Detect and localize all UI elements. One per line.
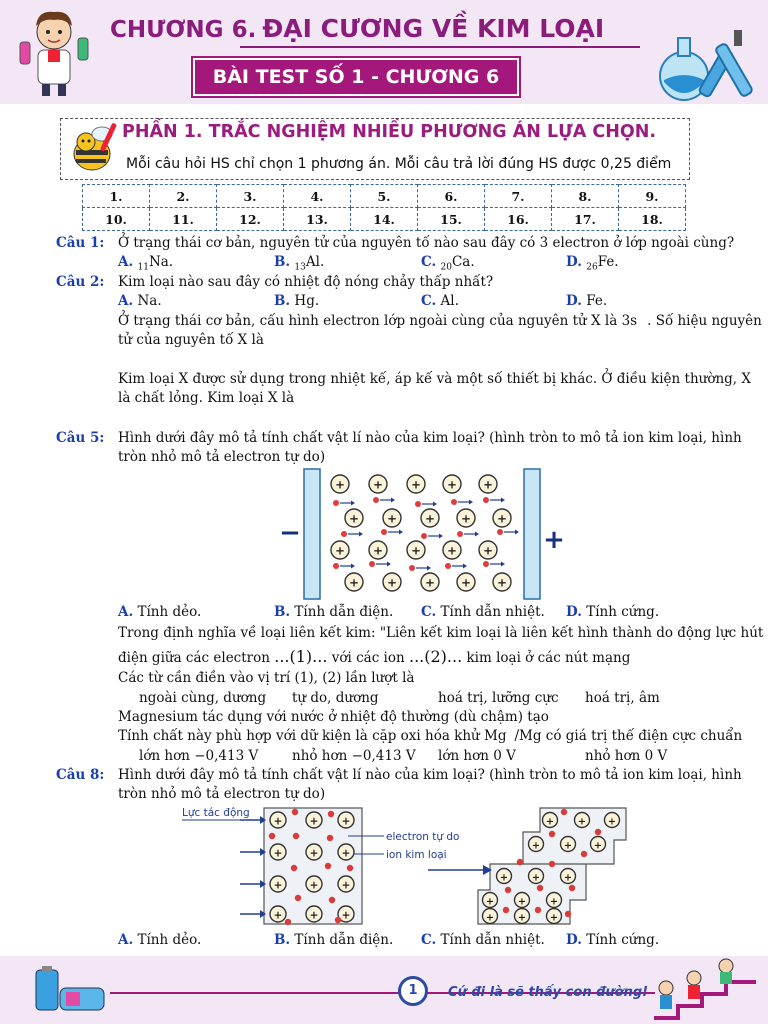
question-2-label: Câu 2: xyxy=(56,274,105,290)
ion-charge: + xyxy=(349,575,359,590)
question-2-text: Kim loại nào sau đây có nhiệt độ nóng chảy thấp nhất? xyxy=(118,274,494,290)
free-electron xyxy=(335,917,341,923)
free-electron xyxy=(285,919,291,925)
electron-arrow-head xyxy=(359,532,363,537)
question-7-line: Tính chất này phù hợp với dữ kiện là cặp oxi hóa khử Mg /Mg có giá trị thế điện cực chuẩn xyxy=(118,728,743,744)
answer-cell[interactable]: 4. xyxy=(284,185,351,208)
ion-charge: + xyxy=(309,879,319,892)
page-number: 1 xyxy=(398,976,428,1006)
answer-cell[interactable]: 5. xyxy=(351,185,418,208)
electron-arrow-head xyxy=(387,562,391,567)
ion-charge: + xyxy=(563,840,573,852)
ion-charge: + xyxy=(499,872,509,884)
question-1-option-b[interactable]: B. $_{13}$Al. xyxy=(274,254,325,273)
answer-cell[interactable]: 17. xyxy=(552,208,619,231)
ion-charge: + xyxy=(549,912,559,924)
free-electron xyxy=(347,865,353,871)
question-2-option-d[interactable]: D. Fe. xyxy=(566,293,608,309)
question-7-option[interactable]: nhỏ hơn 0 V xyxy=(585,748,668,764)
scientist-mascot-icon xyxy=(8,6,100,100)
answer-cell[interactable]: 11. xyxy=(150,208,217,231)
free-electron xyxy=(565,911,571,917)
ion-charge: + xyxy=(549,896,559,908)
question-1-option-d[interactable]: D. $_{26}$Fe. xyxy=(566,254,619,273)
free-electron xyxy=(581,851,587,857)
electron-arrow-head xyxy=(433,502,437,507)
ion-charge: + xyxy=(411,543,421,558)
ion-charge: + xyxy=(497,511,507,526)
question-2-option-c[interactable]: C. Al. xyxy=(421,293,459,309)
free-electron xyxy=(409,565,415,571)
answer-cell[interactable]: 12. xyxy=(217,208,284,231)
bee-mascot-icon xyxy=(62,120,120,178)
answer-cell[interactable]: 9. xyxy=(619,185,686,208)
ion-charge: + xyxy=(531,872,541,884)
electron-arrow-head xyxy=(351,564,355,569)
ion-charge: + xyxy=(447,543,457,558)
free-electron xyxy=(292,809,298,815)
ion-charge: + xyxy=(497,575,507,590)
question-3-line: Ở trạng thái cơ bản, cấu hình electron lớp ngoài cùng của nguyên tử X là 3s . Số hiệu nguyên xyxy=(118,313,762,329)
free-electron xyxy=(569,885,575,891)
question-6-line: Trong định nghĩa về loại liên kết kim: "Liên kết kim loại là liên kết hình thành do động lực hút xyxy=(118,625,764,641)
ion-charge: + xyxy=(373,543,383,558)
answer-cell[interactable]: 1. xyxy=(83,185,150,208)
answer-cell[interactable]: 8. xyxy=(552,185,619,208)
ion-charge: + xyxy=(309,815,319,828)
question-5-option-b[interactable]: B. Tính dẫn điện. xyxy=(274,604,394,620)
question-6-line: điện giữa các electron ...(1)... với các ion ...(2)... kim loại ở các nút mạng xyxy=(118,647,631,666)
free-electron xyxy=(329,897,335,903)
answer-grid-row xyxy=(83,185,686,208)
electron-arrow-head xyxy=(399,530,403,535)
free-electron xyxy=(341,531,347,537)
answer-grid-row xyxy=(83,208,686,231)
question-7-option[interactable]: lớn hơn 0 V xyxy=(438,748,516,764)
question-7-option[interactable]: lớn hơn −0,413 V xyxy=(139,748,259,764)
free-electron xyxy=(483,561,489,567)
ion-charge: + xyxy=(341,847,351,860)
free-electron xyxy=(291,865,297,871)
answer-cell[interactable]: 10. xyxy=(83,208,150,231)
free-electron xyxy=(415,501,421,507)
ion-charge: + xyxy=(411,477,421,492)
electron-arrow-head xyxy=(439,534,443,539)
ion-charge: + xyxy=(461,575,471,590)
electron-arrow-head xyxy=(469,500,473,505)
question-5-line: tròn nhỏ mô tả electron tự do) xyxy=(118,449,326,465)
free-electron xyxy=(457,531,463,537)
free-electron xyxy=(373,497,379,503)
free-electron xyxy=(549,861,555,867)
ion-charge: + xyxy=(517,896,527,908)
free-electron xyxy=(505,887,511,893)
question-6-option[interactable]: hoá trị, lưỡng cực xyxy=(438,690,559,706)
ion-charge: + xyxy=(273,879,283,892)
free-electron xyxy=(517,859,523,865)
question-8-option-a[interactable]: A. Tính dẻo. xyxy=(118,932,202,948)
answer-cell[interactable]: 3. xyxy=(217,185,284,208)
ion-charge: + xyxy=(373,477,383,492)
ion-charge: + xyxy=(485,896,495,908)
answer-cell[interactable]: 15. xyxy=(418,208,485,231)
malleability-figure xyxy=(178,802,648,930)
question-6-option[interactable]: ngoài cùng, dương xyxy=(139,690,267,706)
ion-charge: + xyxy=(593,840,603,852)
answer-grid xyxy=(82,184,686,231)
question-5-option-d[interactable]: D. Tính cứng. xyxy=(566,604,660,620)
free-electron xyxy=(483,497,489,503)
question-4-line: Kim loại X được sử dụng trong nhiệt kế, áp kế và một số thiết bị khác. Ở điều kiện thường, X xyxy=(118,371,751,387)
free-electron xyxy=(503,907,509,913)
question-5-label: Câu 5: xyxy=(56,430,105,446)
question-1-option-c[interactable]: C. $_{20}$Ca. xyxy=(421,254,475,273)
ion-charge: + xyxy=(483,543,493,558)
ion-charge: + xyxy=(425,511,435,526)
electron-label: electron tự do xyxy=(386,831,460,843)
part1-subtitle: Mỗi câu hỏi HS chỉ chọn 1 phương án. Mỗi câu trả lời đúng HS được 0,25 điểm xyxy=(126,156,672,172)
free-electron xyxy=(333,500,339,506)
test-title-banner: BÀI TEST SỐ 1 - CHƯƠNG 6 xyxy=(193,58,519,96)
ion-charge: + xyxy=(309,847,319,860)
answer-cell[interactable]: 2. xyxy=(150,185,217,208)
plus-sign: + xyxy=(543,525,565,555)
question-8-option-c[interactable]: C. Tính dẫn nhiệt. xyxy=(421,932,545,948)
ion-charge: + xyxy=(309,909,319,922)
ion-charge: + xyxy=(425,575,435,590)
question-8-label: Câu 8: xyxy=(56,767,105,783)
free-electron xyxy=(269,833,275,839)
question-1-label: Câu 1: xyxy=(56,235,105,251)
ion-charge: + xyxy=(563,872,573,884)
footer-motto: Cứ đi là sẽ thấy con đường! xyxy=(448,985,649,1000)
free-electron xyxy=(333,563,339,569)
ion-charge: + xyxy=(545,816,555,828)
ion-charge: + xyxy=(577,816,587,828)
question-6-option[interactable]: hoá trị, âm xyxy=(585,690,660,706)
question-3-line: tử của nguyên tố X là xyxy=(118,332,264,348)
answer-cell[interactable]: 7. xyxy=(485,185,552,208)
lab-flask-icon xyxy=(650,30,760,102)
electron-arrow-head xyxy=(391,498,395,503)
electron-arrow-head xyxy=(351,501,355,506)
ion-charge: + xyxy=(485,912,495,924)
ion-label: ion kim loại xyxy=(386,849,447,861)
battery-icon xyxy=(30,962,110,1018)
question-5-option-c[interactable]: C. Tính dẫn nhiệt. xyxy=(421,604,545,620)
chapter-label: CHƯƠNG 6. xyxy=(110,17,257,43)
ion-charge: + xyxy=(483,477,493,492)
ion-charge: + xyxy=(273,847,283,860)
answer-cell[interactable]: 18. xyxy=(619,208,686,231)
part1-title: PHẦN 1. TRẮC NGHIỆM NHIỀU PHƯƠNG ÁN LỰA CHỌN. xyxy=(122,122,657,142)
ion-charge: + xyxy=(273,815,283,828)
ion-charge: + xyxy=(387,511,397,526)
conductivity-figure xyxy=(276,466,576,604)
free-electron xyxy=(295,895,301,901)
ion-charge: + xyxy=(273,909,283,922)
free-electron xyxy=(537,885,543,891)
question-1-option-a[interactable]: A. $_{11}$Na. xyxy=(118,254,174,273)
chapter-title: ĐẠI CƯƠNG VỀ KIM LOẠI xyxy=(262,14,605,43)
ion-charge: + xyxy=(447,477,457,492)
free-electron xyxy=(327,835,333,841)
question-8-line: tròn nhỏ mô tả electron tự do) xyxy=(118,786,326,802)
question-6-line: Các từ cần điền vào vị trí (1), (2) lần lượt là xyxy=(118,670,415,686)
electron-arrow-head xyxy=(427,566,431,571)
free-electron xyxy=(549,831,555,837)
ion-charge: + xyxy=(335,477,345,492)
ion-charge: + xyxy=(341,909,351,922)
ion-charge: + xyxy=(461,511,471,526)
question-6-option[interactable]: tự do, dương xyxy=(292,690,379,706)
force-label: Lực tác động xyxy=(182,807,250,819)
electron-arrow-head xyxy=(475,532,479,537)
free-electron xyxy=(369,561,375,567)
positive-electrode xyxy=(524,469,540,599)
kids-climbing-icon xyxy=(648,958,763,1020)
question-2-option-a[interactable]: A. Na. xyxy=(118,293,162,309)
ion-charge: + xyxy=(387,575,397,590)
electron-arrow-head xyxy=(463,564,467,569)
free-electron xyxy=(497,529,503,535)
ion-charge: + xyxy=(517,912,527,924)
answer-cell[interactable]: 14. xyxy=(351,208,418,231)
answer-cell[interactable]: 13. xyxy=(284,208,351,231)
electron-arrow-head xyxy=(501,562,505,567)
free-electron xyxy=(293,833,299,839)
question-8-line: Hình dưới đây mô tả tính chất vật lí nào của kim loại? (hình tròn to mô tả ion kim loại, hình xyxy=(118,767,742,783)
free-electron xyxy=(421,533,427,539)
question-1-text: Ở trạng thái cơ bản, nguyên tử của nguyên tố nào sau đây có 3 electron ở lớp ngoài cùng? xyxy=(118,235,735,251)
answer-cell[interactable]: 16. xyxy=(485,208,552,231)
question-5-option-a[interactable]: A. Tính dẻo. xyxy=(118,604,202,620)
free-electron xyxy=(445,563,451,569)
free-electron xyxy=(328,811,334,817)
free-electron xyxy=(381,529,387,535)
negative-electrode xyxy=(304,469,320,599)
question-8-option-b[interactable]: B. Tính dẫn điện. xyxy=(274,932,394,948)
ion-charge: + xyxy=(531,840,541,852)
free-electron xyxy=(325,863,331,869)
ion-charge: + xyxy=(335,543,345,558)
question-5-line: Hình dưới đây mô tả tính chất vật lí nào của kim loại? (hình tròn to mô tả ion kim loại, hình xyxy=(118,430,742,446)
electron-arrow-head xyxy=(515,530,519,535)
minus-sign: − xyxy=(279,518,301,548)
free-electron xyxy=(451,499,457,505)
answer-cell[interactable]: 6. xyxy=(418,185,485,208)
ion-charge: + xyxy=(341,815,351,828)
chapter-heading xyxy=(110,14,604,43)
ion-charge: + xyxy=(349,511,359,526)
free-electron xyxy=(535,907,541,913)
header-divider xyxy=(240,46,640,48)
ion-charge: + xyxy=(607,816,617,828)
question-7-line: Magnesium tác dụng với nước ở nhiệt độ thường (dù chậm) tạo xyxy=(118,709,549,725)
question-2-option-b[interactable]: B. Hg. xyxy=(274,293,320,309)
free-electron xyxy=(561,809,567,815)
question-4-line: là chất lỏng. Kim loại X là xyxy=(118,390,295,406)
ion-charge: + xyxy=(341,879,351,892)
free-electron xyxy=(595,829,601,835)
question-8-option-d[interactable]: D. Tính cứng. xyxy=(566,932,660,948)
electron-arrow-head xyxy=(501,498,505,503)
question-7-option[interactable]: nhỏ hơn −0,413 V xyxy=(292,748,416,764)
